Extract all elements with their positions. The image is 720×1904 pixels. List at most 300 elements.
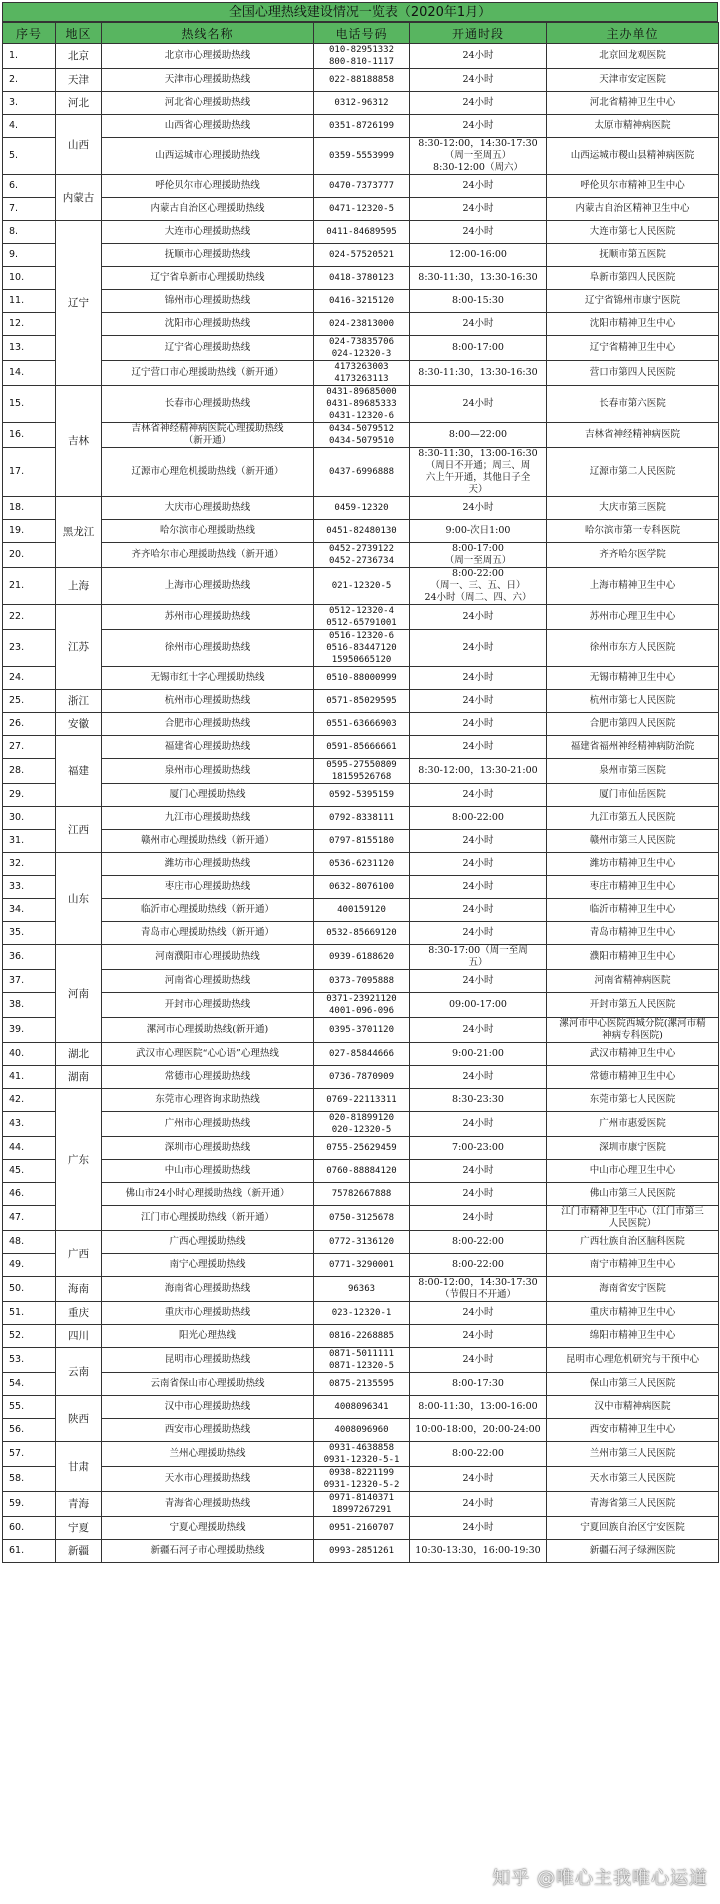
row-hotline-name: 大庆市心理援助热线 <box>102 497 314 520</box>
row-hotline-name: 潍坊市心理援助热线 <box>102 853 314 876</box>
row-seq: 9. <box>3 244 56 267</box>
row-hotline-name: 内蒙古自治区心理援助热线 <box>102 198 314 221</box>
row-organizer: 广州市惠爱医院 <box>547 1112 719 1137</box>
row-organizer: 吉林省神经精神病医院 <box>547 423 719 448</box>
row-hours: 24小时 <box>410 1206 547 1231</box>
row-hotline-name: 海南省心理援助热线 <box>102 1277 314 1302</box>
row-seq: 51. <box>3 1302 56 1325</box>
row-seq: 46. <box>3 1183 56 1206</box>
row-seq: 5. <box>3 138 56 175</box>
row-organizer: 保山市第三人民医院 <box>547 1373 719 1396</box>
row-phone: 0816-2268885 <box>314 1325 410 1348</box>
row-hotline-name: 枣庄市心理援助热线 <box>102 876 314 899</box>
table-row <box>3 497 719 520</box>
row-seq: 13. <box>3 336 56 361</box>
row-phone: 75782667888 <box>314 1183 410 1206</box>
row-seq: 24. <box>3 667 56 690</box>
row-hours: 9:00-次日1:00 <box>410 520 547 543</box>
table-row <box>3 386 719 423</box>
row-region: 云南 <box>56 1348 102 1396</box>
row-phone: 0755-25629459 <box>314 1137 410 1160</box>
row-phone: 0571-85029595 <box>314 690 410 713</box>
row-phone: 0592-5395159 <box>314 784 410 807</box>
row-phone: 0760-88884120 <box>314 1160 410 1183</box>
row-region: 广西 <box>56 1231 102 1277</box>
header-seq: 序号 <box>3 23 56 44</box>
row-hotline-name: 呼伦贝尔市心理援助热线 <box>102 175 314 198</box>
row-hotline-name: 河南濮阳市心理援助热线 <box>102 945 314 970</box>
row-seq: 35. <box>3 922 56 945</box>
row-organizer: 北京回龙观医院 <box>547 44 719 69</box>
row-seq: 6. <box>3 175 56 198</box>
row-phone: 0373-7095888 <box>314 970 410 993</box>
row-seq: 48. <box>3 1231 56 1254</box>
row-region: 新疆 <box>56 1540 102 1563</box>
row-hours: 24小时 <box>410 92 547 115</box>
row-hours: 24小时 <box>410 1325 547 1348</box>
row-organizer: 上海市精神卫生中心 <box>547 568 719 605</box>
row-hours: 24小时 <box>410 1160 547 1183</box>
row-seq: 61. <box>3 1540 56 1563</box>
row-phone: 4008096960 <box>314 1419 410 1442</box>
table-row <box>3 736 719 759</box>
row-hotline-name: 长春市心理援助热线 <box>102 386 314 423</box>
row-hours: 8:00-17:00 <box>410 336 547 361</box>
row-hours: 24小时 <box>410 1517 547 1540</box>
row-hours: 24小时 <box>410 605 547 630</box>
row-seq: 50. <box>3 1277 56 1302</box>
table-row <box>3 993 719 1018</box>
row-hotline-name: 山西运城市心理援助热线 <box>102 138 314 175</box>
row-phone: 0931-4638858 0931-12320-5-1 <box>314 1442 410 1467</box>
row-hours: 10:00-18:00，20:00-24:00 <box>410 1419 547 1442</box>
table-row <box>3 92 719 115</box>
row-organizer: 呼伦贝尔市精神卫生中心 <box>547 175 719 198</box>
table-row <box>3 543 719 568</box>
row-hotline-name: 中山市心理援助热线 <box>102 1160 314 1183</box>
row-hotline-name: 齐齐哈尔市心理援助热线（新开通） <box>102 543 314 568</box>
row-organizer: 福建省福州神经精神病防治院 <box>547 736 719 759</box>
row-hours: 8:30-12:00，14:30-17:30 （周一至周五） 8:30-12:00（周六） <box>410 138 547 175</box>
row-phone: 0938-8221199 0931-12320-5-2 <box>314 1467 410 1492</box>
row-hours: 24小时 <box>410 667 547 690</box>
row-phone: 021-12320-5 <box>314 568 410 605</box>
header-org: 主办单位 <box>547 23 719 44</box>
table-row <box>3 336 719 361</box>
row-hotline-name: 开封市心理援助热线 <box>102 993 314 1018</box>
row-hotline-name: 哈尔滨市心理援助热线 <box>102 520 314 543</box>
row-phone: 4173263003 4173263113 <box>314 361 410 386</box>
row-phone: 0536-6231120 <box>314 853 410 876</box>
row-hours: 24小时 <box>410 876 547 899</box>
table-row <box>3 361 719 386</box>
row-seq: 28. <box>3 759 56 784</box>
row-seq: 4. <box>3 115 56 138</box>
row-phone: 010-82951332 800-810-1117 <box>314 44 410 69</box>
row-seq: 25. <box>3 690 56 713</box>
row-region: 山东 <box>56 853 102 945</box>
row-organizer: 营口市第四人民医院 <box>547 361 719 386</box>
row-seq: 12. <box>3 313 56 336</box>
row-hours: 24小时 <box>410 497 547 520</box>
row-hours: 24小时 <box>410 69 547 92</box>
row-organizer: 齐齐哈尔医学院 <box>547 543 719 568</box>
row-phone: 023-12320-1 <box>314 1302 410 1325</box>
row-region: 吉林 <box>56 386 102 497</box>
row-hours: 8:00-17:30 <box>410 1373 547 1396</box>
header-hours: 开通时段 <box>410 23 547 44</box>
row-phone: 0411-84689595 <box>314 221 410 244</box>
row-phone: 0971-8140371 18997267291 <box>314 1492 410 1517</box>
row-seq: 15. <box>3 386 56 423</box>
row-region: 江苏 <box>56 605 102 690</box>
row-seq: 11. <box>3 290 56 313</box>
row-hotline-name: 赣州市心理援助热线（新开通） <box>102 830 314 853</box>
table-row <box>3 759 719 784</box>
row-organizer: 大连市第七人民医院 <box>547 221 719 244</box>
row-hotline-name: 九江市心理援助热线 <box>102 807 314 830</box>
row-hotline-name: 吉林省神经精神病医院心理援助热线 （新开通） <box>102 423 314 448</box>
row-organizer: 辽宁省锦州市康宁医院 <box>547 290 719 313</box>
row-organizer: 天津市安定医院 <box>547 69 719 92</box>
table-row <box>3 313 719 336</box>
row-phone: 0595-27550809 18159526768 <box>314 759 410 784</box>
row-phone: 0792-8338111 <box>314 807 410 830</box>
table-row <box>3 1043 719 1066</box>
row-hours: 24小时 <box>410 630 547 667</box>
row-organizer: 大庆市第三医院 <box>547 497 719 520</box>
row-region: 青海 <box>56 1492 102 1517</box>
row-organizer: 徐州市东方人民医院 <box>547 630 719 667</box>
row-hotline-name: 汉中市心理援助热线 <box>102 1396 314 1419</box>
row-organizer: 江门市精神卫生中心（江门市第三 人民医院） <box>547 1206 719 1231</box>
row-seq: 1. <box>3 44 56 69</box>
row-organizer: 绵阳市精神卫生中心 <box>547 1325 719 1348</box>
row-organizer: 东莞市第七人民医院 <box>547 1089 719 1112</box>
row-hotline-name: 大连市心理援助热线 <box>102 221 314 244</box>
row-phone: 0769-22113311 <box>314 1089 410 1112</box>
row-hours: 9:00-21:00 <box>410 1043 547 1066</box>
row-hours: 24小时 <box>410 1183 547 1206</box>
row-organizer: 辽宁省精神卫生中心 <box>547 336 719 361</box>
row-hours: 24小时 <box>410 1018 547 1043</box>
table-row <box>3 1348 719 1373</box>
row-hours: 24小时 <box>410 198 547 221</box>
table-row <box>3 1442 719 1467</box>
row-seq: 7. <box>3 198 56 221</box>
row-hotline-name: 武汉市心理医院“心心语”心理热线 <box>102 1043 314 1066</box>
row-phone: 0532-85669120 <box>314 922 410 945</box>
table-row <box>3 830 719 853</box>
row-organizer: 武汉市精神卫生中心 <box>547 1043 719 1066</box>
row-region: 天津 <box>56 69 102 92</box>
row-region: 河南 <box>56 945 102 1043</box>
row-region: 甘肃 <box>56 1442 102 1492</box>
row-phone: 0771-3290001 <box>314 1254 410 1277</box>
row-seq: 42. <box>3 1089 56 1112</box>
row-phone: 0993-2851261 <box>314 1540 410 1563</box>
row-organizer: 阜新市第四人民医院 <box>547 267 719 290</box>
row-organizer: 厦门市仙岳医院 <box>547 784 719 807</box>
row-hours: 8:00-15:30 <box>410 290 547 313</box>
table-row <box>3 1302 719 1325</box>
row-hotline-name: 辽宁省阜新市心理援助热线 <box>102 267 314 290</box>
row-region: 广东 <box>56 1089 102 1231</box>
row-hotline-name: 广州市心理援助热线 <box>102 1112 314 1137</box>
table-row <box>3 1206 719 1231</box>
table-row <box>3 221 719 244</box>
row-phone: 0516-12320-6 0516-83447120 15950665120 <box>314 630 410 667</box>
row-hours: 24小时 <box>410 853 547 876</box>
row-organizer: 深圳市康宁医院 <box>547 1137 719 1160</box>
row-hotline-name: 山西省心理援助热线 <box>102 115 314 138</box>
table-row <box>3 1018 719 1043</box>
row-hotline-name: 漯河市心理援助热线(新开通) <box>102 1018 314 1043</box>
table-row <box>3 876 719 899</box>
row-region: 内蒙古 <box>56 175 102 221</box>
row-seq: 47. <box>3 1206 56 1231</box>
row-hotline-name: 深圳市心理援助热线 <box>102 1137 314 1160</box>
row-phone: 0371-23921120 4001-096-096 <box>314 993 410 1018</box>
row-organizer: 潍坊市精神卫生中心 <box>547 853 719 876</box>
row-seq: 40. <box>3 1043 56 1066</box>
row-hotline-name: 西安市心理援助热线 <box>102 1419 314 1442</box>
table-title: 全国心理热线建设情况一览表（2020年1月） <box>2 2 718 22</box>
row-organizer: 哈尔滨市第一专科医院 <box>547 520 719 543</box>
row-hotline-name: 杭州市心理援助热线 <box>102 690 314 713</box>
table-row <box>3 1492 719 1517</box>
row-seq: 32. <box>3 853 56 876</box>
table-row <box>3 1277 719 1302</box>
table-row <box>3 630 719 667</box>
row-hours: 8:30-11:30，13:30-16:30 <box>410 361 547 386</box>
row-hours: 8:00-11:30，13:00-16:00 <box>410 1396 547 1419</box>
row-region: 宁夏 <box>56 1517 102 1540</box>
row-organizer: 赣州市第三人民医院 <box>547 830 719 853</box>
row-hotline-name: 福建省心理援助热线 <box>102 736 314 759</box>
row-hours: 8:30-12:00，13:30-21:00 <box>410 759 547 784</box>
row-seq: 33. <box>3 876 56 899</box>
table-row <box>3 1325 719 1348</box>
row-organizer: 海南省安宁医院 <box>547 1277 719 1302</box>
row-phone: 96363 <box>314 1277 410 1302</box>
row-phone: 0772-3136120 <box>314 1231 410 1254</box>
row-hours: 7:00-23:00 <box>410 1137 547 1160</box>
row-hotline-name: 厦门心理援助热线 <box>102 784 314 807</box>
row-phone: 0736-7870909 <box>314 1066 410 1089</box>
row-phone: 400159120 <box>314 899 410 922</box>
row-phone: 0510-88000999 <box>314 667 410 690</box>
row-organizer: 广西壮族自治区脑科医院 <box>547 1231 719 1254</box>
row-organizer: 南宁市精神卫生中心 <box>547 1254 719 1277</box>
row-organizer: 青岛市精神卫生中心 <box>547 922 719 945</box>
row-hours: 24小时 <box>410 690 547 713</box>
row-phone: 0434-5079512 0434-5079510 <box>314 423 410 448</box>
row-region: 安徽 <box>56 713 102 736</box>
row-organizer: 宁夏回族自治区宁安医院 <box>547 1517 719 1540</box>
row-hotline-name: 重庆市心理援助热线 <box>102 1302 314 1325</box>
row-hours: 10:30-13:30，16:00-19:30 <box>410 1540 547 1563</box>
row-phone: 0512-12320-4 0512-65791001 <box>314 605 410 630</box>
row-hotline-name: 上海市心理援助热线 <box>102 568 314 605</box>
row-hotline-name: 阳光心理热线 <box>102 1325 314 1348</box>
row-region: 河北 <box>56 92 102 115</box>
row-organizer: 昆明市心理危机研究与干预中心 <box>547 1348 719 1373</box>
row-phone: 0395-3701120 <box>314 1018 410 1043</box>
row-region: 福建 <box>56 736 102 807</box>
row-phone: 0951-2160707 <box>314 1517 410 1540</box>
row-hotline-name: 青海省心理援助热线 <box>102 1492 314 1517</box>
row-phone: 0452-2739122 0452-2736734 <box>314 543 410 568</box>
row-phone: 0750-3125678 <box>314 1206 410 1231</box>
row-phone: 024-23813000 <box>314 313 410 336</box>
row-region: 上海 <box>56 568 102 605</box>
row-phone: 0418-3780123 <box>314 267 410 290</box>
row-hotline-name: 南宁心理援助热线 <box>102 1254 314 1277</box>
row-phone: 0591-85666661 <box>314 736 410 759</box>
row-organizer: 佛山市第三人民医院 <box>547 1183 719 1206</box>
row-seq: 21. <box>3 568 56 605</box>
row-organizer: 西安市精神卫生中心 <box>547 1419 719 1442</box>
row-seq: 17. <box>3 448 56 497</box>
row-hours: 8:00-22:00 <box>410 1231 547 1254</box>
row-organizer: 内蒙古自治区精神卫生中心 <box>547 198 719 221</box>
row-organizer: 太原市精神病医院 <box>547 115 719 138</box>
row-phone: 4008096341 <box>314 1396 410 1419</box>
table-row <box>3 69 719 92</box>
table-row <box>3 1089 719 1112</box>
row-seq: 29. <box>3 784 56 807</box>
table-row <box>3 807 719 830</box>
row-organizer: 青海省第三人民医院 <box>547 1492 719 1517</box>
row-organizer: 重庆市精神卫生中心 <box>547 1302 719 1325</box>
table-row <box>3 1183 719 1206</box>
row-hotline-name: 北京市心理援助热线 <box>102 44 314 69</box>
row-hours: 24小时 <box>410 44 547 69</box>
row-hours: 24小时 <box>410 830 547 853</box>
row-organizer: 杭州市第七人民医院 <box>547 690 719 713</box>
table-row <box>3 115 719 138</box>
row-seq: 53. <box>3 1348 56 1373</box>
row-phone: 0871-5011111 0871-12320-5 <box>314 1348 410 1373</box>
row-hotline-name: 新疆石河子市心理援助热线 <box>102 1540 314 1563</box>
row-seq: 44. <box>3 1137 56 1160</box>
row-hours: 8:00-22:00 （周一、三、五、日） 24小时（周二、四、六） <box>410 568 547 605</box>
row-hotline-name: 宁夏心理援助热线 <box>102 1517 314 1540</box>
row-phone: 020-81899120 020-12320-5 <box>314 1112 410 1137</box>
row-hours: 8:30-11:30，13:00-16:30 （周日不开通；周三、周 六上午开通，其他日子全 天） <box>410 448 547 497</box>
row-seq: 54. <box>3 1373 56 1396</box>
row-hotline-name: 辽源市心理危机援助热线（新开通） <box>102 448 314 497</box>
row-seq: 27. <box>3 736 56 759</box>
watermark: 知乎 @唯心主我唯心运道 <box>492 1868 708 1889</box>
row-organizer: 抚顺市第五医院 <box>547 244 719 267</box>
row-seq: 56. <box>3 1419 56 1442</box>
row-hotline-name: 辽宁营口市心理援助热线（新开通） <box>102 361 314 386</box>
row-hotline-name: 广西心理援助热线 <box>102 1231 314 1254</box>
row-organizer: 新疆石河子绿洲医院 <box>547 1540 719 1563</box>
table-row <box>3 198 719 221</box>
row-phone: 0416-3215120 <box>314 290 410 313</box>
table-row <box>3 44 719 69</box>
table-row <box>3 970 719 993</box>
hotline-document <box>2 2 718 1563</box>
row-seq: 36. <box>3 945 56 970</box>
table-row <box>3 244 719 267</box>
row-hours: 8:00-22:00 <box>410 1254 547 1277</box>
table-row <box>3 1137 719 1160</box>
row-organizer: 山西运城市稷山县精神病医院 <box>547 138 719 175</box>
row-phone: 0632-8076100 <box>314 876 410 899</box>
row-seq: 34. <box>3 899 56 922</box>
row-hotline-name: 天津市心理援助热线 <box>102 69 314 92</box>
row-hotline-name: 昆明市心理援助热线 <box>102 1348 314 1373</box>
row-phone: 0459-12320 <box>314 497 410 520</box>
row-organizer: 濮阳市精神卫生中心 <box>547 945 719 970</box>
row-seq: 43. <box>3 1112 56 1137</box>
row-hours: 24小时 <box>410 1302 547 1325</box>
row-seq: 49. <box>3 1254 56 1277</box>
row-hotline-name: 无锡市红十字心理援助热线 <box>102 667 314 690</box>
table-row <box>3 853 719 876</box>
table-row <box>3 267 719 290</box>
row-seq: 45. <box>3 1160 56 1183</box>
table-row <box>3 568 719 605</box>
table-row <box>3 1112 719 1137</box>
table-row <box>3 1540 719 1563</box>
row-phone: 0437-6996888 <box>314 448 410 497</box>
row-organizer: 天水市第三人民医院 <box>547 1467 719 1492</box>
table-row <box>3 448 719 497</box>
row-hours: 8:00—22:00 <box>410 423 547 448</box>
row-phone: 0431-89685000 0431-89685333 0431-12320-6 <box>314 386 410 423</box>
table-body <box>3 44 719 1563</box>
row-hotline-name: 东莞市心理咨询求助热线 <box>102 1089 314 1112</box>
table-row <box>3 784 719 807</box>
row-organizer: 枣庄市精神卫生中心 <box>547 876 719 899</box>
row-seq: 37. <box>3 970 56 993</box>
header-phone: 电话号码 <box>314 23 410 44</box>
hotline-table <box>2 22 719 1563</box>
table-row <box>3 713 719 736</box>
row-seq: 41. <box>3 1066 56 1089</box>
row-hours: 09:00-17:00 <box>410 993 547 1018</box>
row-hours: 8:30-17:00（周一至周 五） <box>410 945 547 970</box>
row-organizer: 河北省精神卫生中心 <box>547 92 719 115</box>
row-phone: 0451-82480130 <box>314 520 410 543</box>
row-hours: 24小时 <box>410 313 547 336</box>
row-seq: 26. <box>3 713 56 736</box>
table-row <box>3 423 719 448</box>
row-seq: 58. <box>3 1467 56 1492</box>
table-header-row <box>3 23 719 44</box>
row-region: 湖北 <box>56 1043 102 1066</box>
row-phone: 0875-2135595 <box>314 1373 410 1396</box>
row-organizer: 长春市第六医院 <box>547 386 719 423</box>
row-hotline-name: 临沂市心理援助热线（新开通） <box>102 899 314 922</box>
row-region: 海南 <box>56 1277 102 1302</box>
row-hotline-name: 江门市心理援助热线（新开通） <box>102 1206 314 1231</box>
table-row <box>3 1231 719 1254</box>
row-seq: 38. <box>3 993 56 1018</box>
row-region: 北京 <box>56 44 102 69</box>
table-row <box>3 520 719 543</box>
row-hours: 12:00-16:00 <box>410 244 547 267</box>
row-hours: 8:30-23:30 <box>410 1089 547 1112</box>
row-phone: 0351-8726199 <box>314 115 410 138</box>
row-region: 山西 <box>56 115 102 175</box>
row-hours: 24小时 <box>410 1066 547 1089</box>
